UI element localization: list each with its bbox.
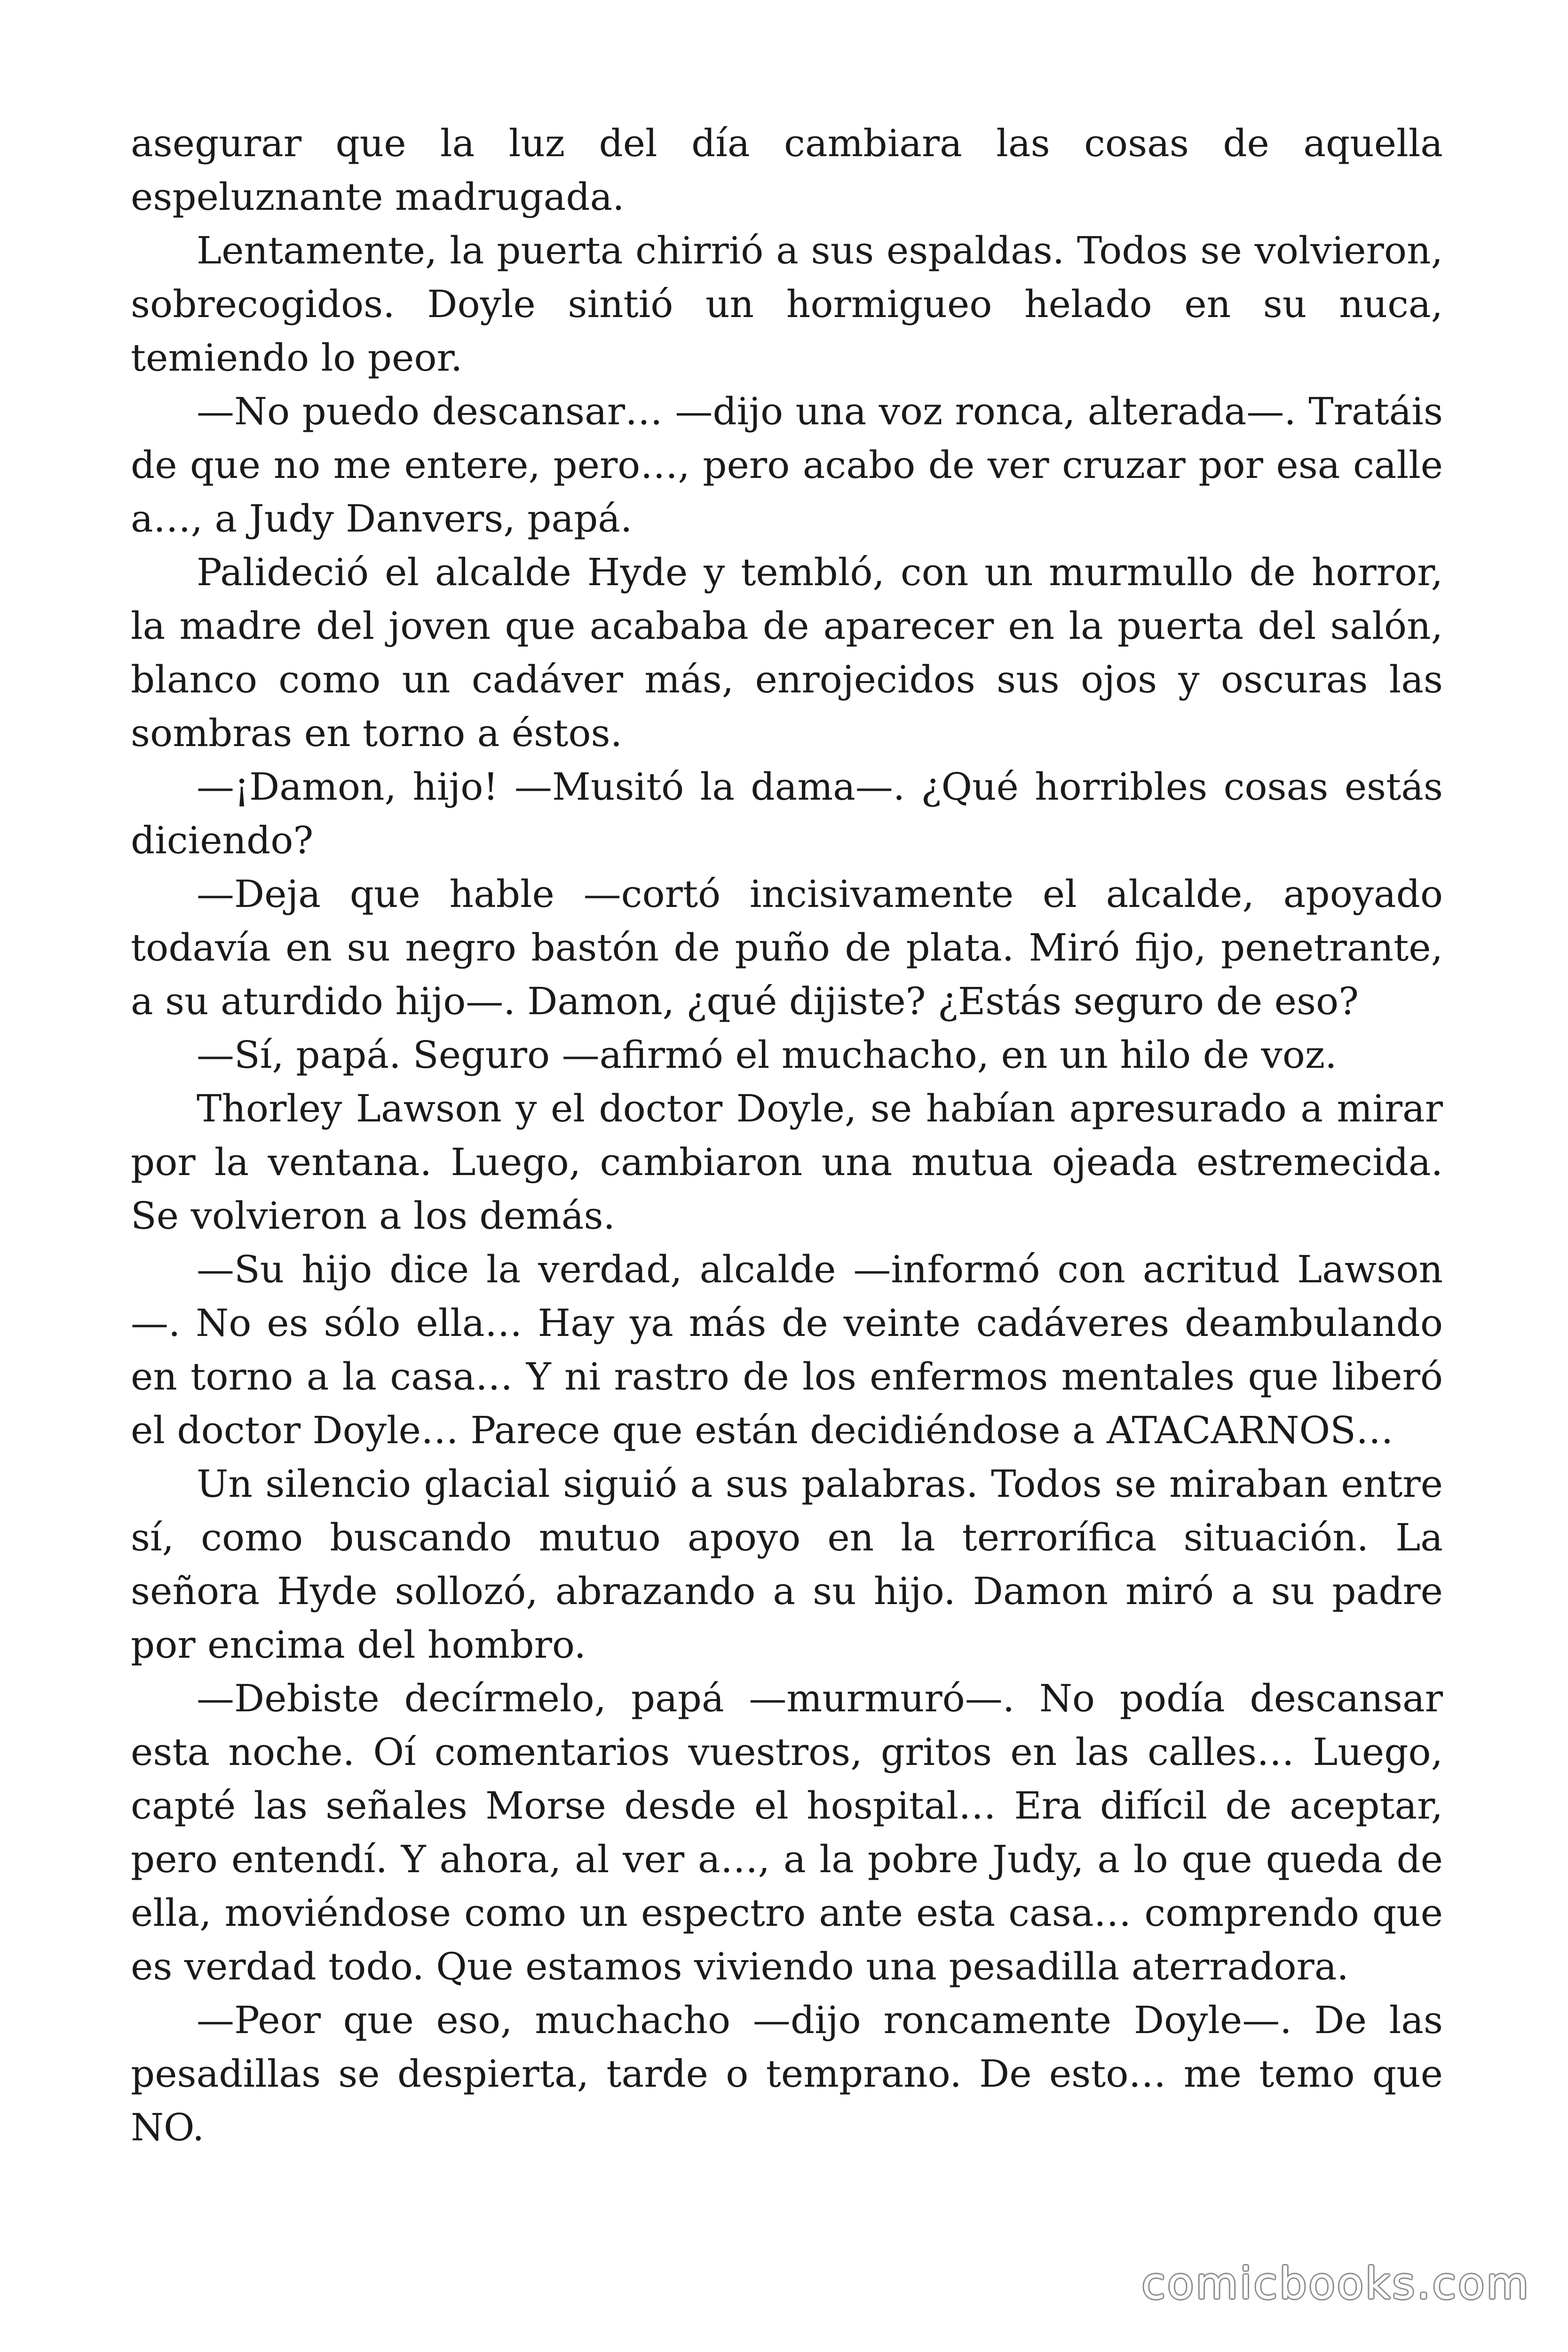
paragraph: Thorley Lawson y el doctor Doyle, se habían apresurado a mirar por la ventana. Luego, cambiaron una mutua ojeada estremecida. Se volvieron a los demás. — [131, 1087, 1443, 1238]
paragraph: —No puedo descansar… —dijo una voz ronca, alterada—. Tratáis de que no me entere, pero…, pero acabo de ver cruzar por esa calle a…, a Judy Danvers, papá. — [131, 389, 1443, 540]
watermark: comicbooks.com — [1141, 2258, 1530, 2309]
paragraph: —Peor que eso, muchacho —dijo roncamente Doyle—. De las pesadillas se despierta, tarde o temprano. De esto… me temo que NO. — [131, 1998, 1443, 2149]
paragraph: Palideció el alcalde Hyde y tembló, con un murmullo de horror, la madre del joven que acababa de aparecer en la puerta del salón, blanco como un cadáver más, enrojecidos sus ojos y oscuras las sombras en torno a éstos. — [131, 550, 1443, 755]
paragraph: asegurar que la luz del día cambiara las cosas de aquella espeluznante madrugada. — [131, 121, 1443, 219]
paragraph: —Deja que hable —cortó incisivamente el alcalde, apoyado todavía en su negro bastón de puño de plata. Miró fijo, penetrante, a su aturdido hijo—. Damon, ¿qué dijiste? ¿Estás seguro de eso? — [131, 872, 1443, 1023]
paragraph: Lentamente, la puerta chirrió a sus espaldas. Todos se volvieron, sobrecogidos. Doyle sintió un hormigueo helado en su nuca, temiendo lo peor. — [131, 229, 1443, 380]
paragraph: Un silencio glacial siguió a sus palabras. Todos se miraban entre sí, como buscando mutuo apoyo en la terrorífica situación. La señora Hyde sollozó, abrazando a su hijo. Damon miró a su padre por encima del hombro. — [131, 1462, 1443, 1667]
paragraph: —¡Damon, hijo! —Musitó la dama—. ¿Qué horribles cosas estás diciendo? — [131, 765, 1443, 862]
paragraph: —Debiste decírmelo, papá —murmuró—. No podía descansar esta noche. Oí comentarios vuestros, gritos en las calles… Luego, capté las señales Morse desde el hospital… Era difícil de aceptar, pero entendí. Y ahora, al ver a…, a la pobre Judy, a lo que queda de ella, moviéndose como un espectro ante esta casa… comprendo que es verdad todo. Que estamos viviendo una pesadilla aterradora. — [131, 1677, 1443, 1988]
paragraph: —Su hijo dice la verdad, alcalde —informó con acritud Lawson —. No es sólo ella… Hay ya más de veinte cadáveres deambulando en torno a la casa… Y ni rastro de los enfermos mentales que liberó el doctor Doyle… Parece que están decidiéndose a ATACARNOS… — [131, 1248, 1443, 1452]
paragraph: —Sí, papá. Seguro —afirmó el muchacho, en un hilo de voz. — [197, 1033, 1337, 1077]
body-text — [131, 117, 1443, 2154]
